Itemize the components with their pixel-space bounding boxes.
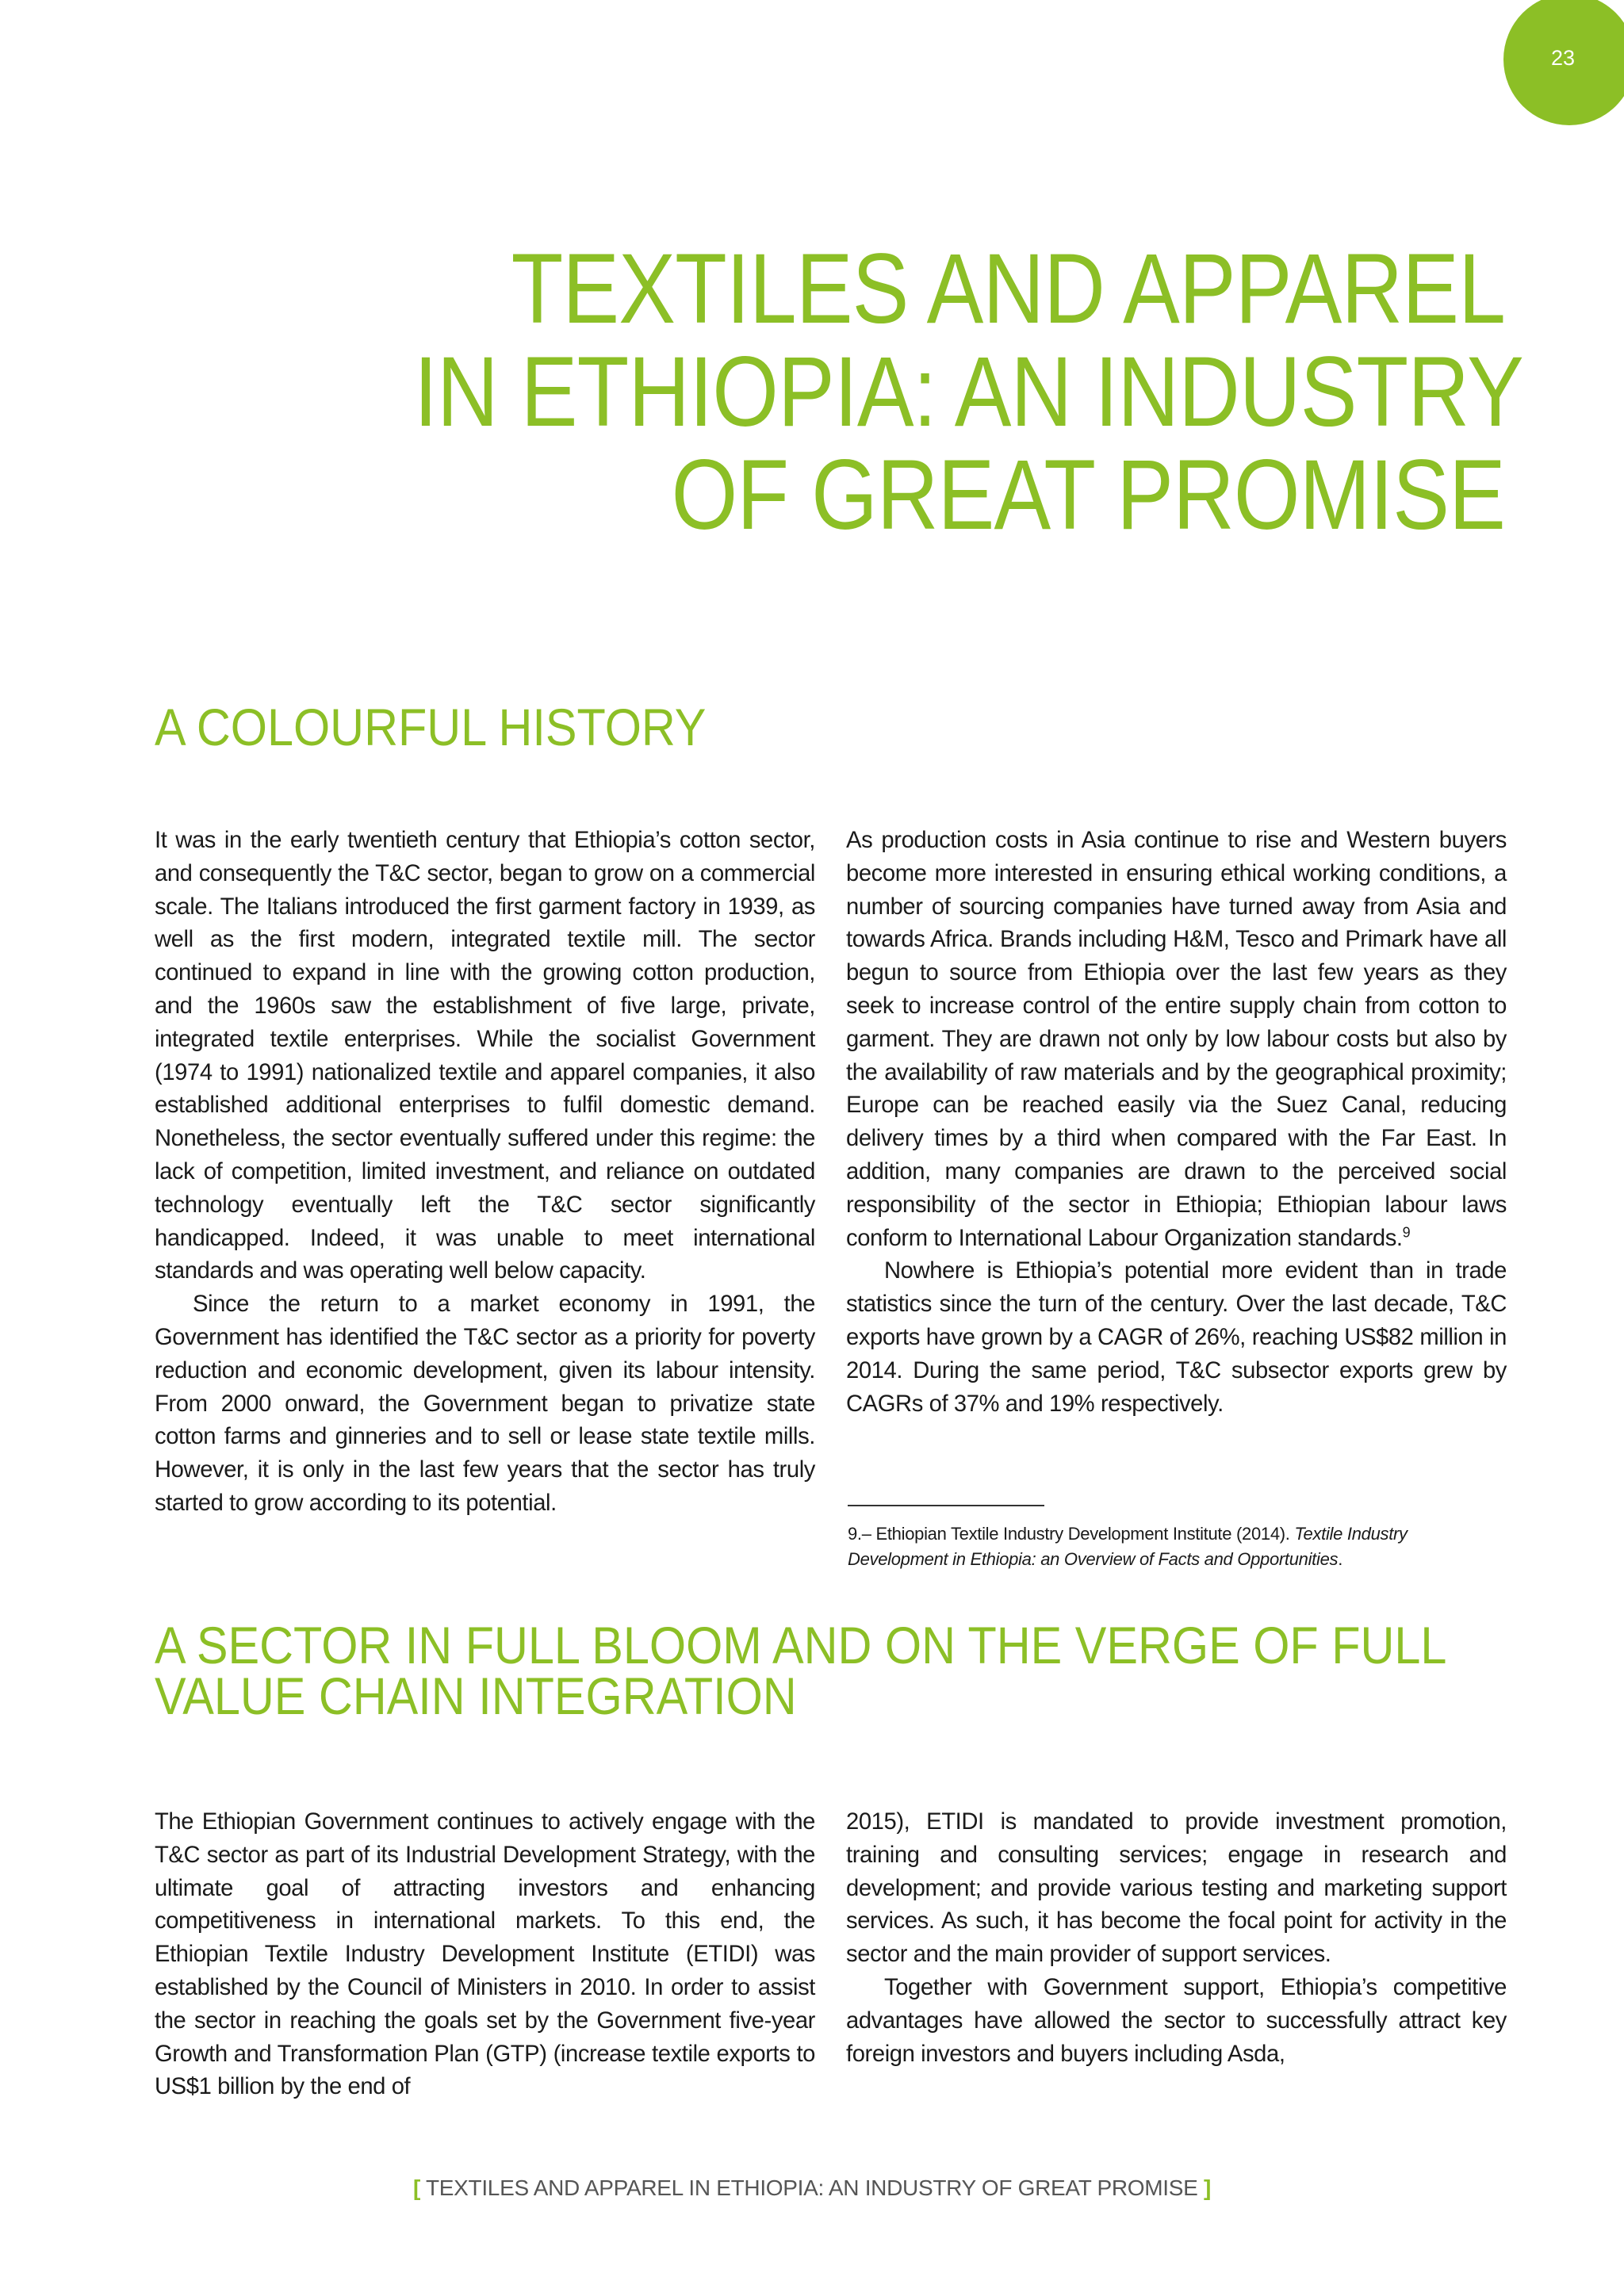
history-column-right bbox=[846, 825, 1507, 1421]
section-heading-line-2: VALUE CHAIN INTEGRATION bbox=[155, 1667, 797, 1725]
section-heading-value-chain bbox=[155, 1616, 1591, 1725]
paragraph: Nowhere is Ethiopia’s potential more evident than in trade statistics since the turn of the century. Over the last decade, T&C exports have grown by a CAGR of 26%, reaching US$82 million in 2014. During the same period, T&C subsector exports grew by CAGRs of 37% and 19% respectively. bbox=[846, 1258, 1507, 1417]
footnote-end: . bbox=[1338, 1549, 1343, 1569]
value-chain-column-left bbox=[155, 1806, 815, 2104]
history-column-left bbox=[155, 825, 815, 1521]
footnote-text: 9.– Ethiopian Textile Industry Development Institute (2014). bbox=[848, 1524, 1295, 1544]
footnote bbox=[848, 1521, 1506, 1572]
paragraph bbox=[846, 825, 1507, 1255]
footer-close-bracket: ] bbox=[1204, 2175, 1212, 2200]
page-title-line-2: IN ETHIOPIA: AN INDUSTRY bbox=[414, 337, 1524, 447]
section-heading-history bbox=[155, 698, 768, 756]
page-title-line-1: TEXTILES AND APPAREL bbox=[511, 234, 1505, 344]
paragraph: The Ethiopian Government continues to actively engage with the T&C sector as part of its Industrial Development Strategy, with the ultimate goal of attracting investors and enhancing competitiveness in international markets. To this end, the Ethiopian Textile Industry Development Institute (ETIDI) was established by the Council of Ministers in 2010. In order to assist the sector in reaching the goals set by the Government five-year Growth and Transformation Plan (GTP) (increase textile exports to US$1 billion by the end of bbox=[155, 1809, 815, 2100]
paragraph: Since the return to a market economy in 1991, the Government has identified the T&C sector as a priority for poverty reduction and economic development, given its labour intensity. From 2000 onward, the Government began to privatize state cotton farms and ginneries and to sell or lease state textile mills. However, it is only in the last few years that the sector has truly started to grow according to its potential. bbox=[155, 1292, 815, 1516]
page-title-line-3: OF GREAT PROMISE bbox=[671, 440, 1505, 550]
footnote-title: Textile Industry Development in Ethiopia: an Overview of Facts and Opportunities bbox=[848, 1524, 1408, 1569]
footnote-divider bbox=[848, 1505, 1044, 1506]
paragraph: It was in the early twentieth century that Ethiopia’s cotton sector, and consequently the T&C sector, began to grow on a commercial scale. The Italians introduced the first garment factory in 1939, as well as the first modern, integrated textile mill. The sector continued to expand in line with the growing cotton production, and the 1960s saw the establishment of five large, private, integrated textile enterprises. While the socialist Government (1974 to 1991) nationalized textile and apparel companies, it also established additional enterprises to fulfil domestic demand. Nonetheless, the sector eventually suffered under this regime: the lack of competition, limited investment, and reliance on outdated technology eventually left the T&C sector significantly handicapped. Indeed, it was unable to meet international standards and was operating well below capacity. bbox=[155, 828, 815, 1284]
paragraph: 2015), ETIDI is mandated to provide investment promotion, training and consulting services; engage in research and development; and provide various testing and marketing support services. As such, it has become the focal point for activity in the sector and the main provider of support services. bbox=[846, 1809, 1507, 1968]
section-heading-history-text: A COLOURFUL HISTORY bbox=[155, 698, 707, 756]
running-footer bbox=[0, 2175, 1624, 2201]
paragraph-text: As production costs in Asia continue to rise and Western buyers become more interested in ensuring ethical working conditions, a number of sourcing companies have turned away from Asia and towards Africa. Brands including H&M, Tesco and Primark have all begun to source from Ethiopia over the last few years as they seek to increase control of the entire supply chain from cotton to garment. They are drawn not only by low labour costs but also by the availability of raw materials and by the geographical proximity; Europe can be reached easily via the Suez Canal, reducing delivery times by a third when compared with the Far East. In addition, many companies are drawn to the perceived social responsibility of the sector in Ethiopia; Ethiopian labour laws conform to International Labour Organization standards. bbox=[846, 828, 1507, 1251]
footer-text: TEXTILES AND APPAREL IN ETHIOPIA: AN INDUSTRY OF GREAT PROMISE bbox=[419, 2175, 1205, 2200]
paragraph: Together with Government support, Ethiopia’s competitive advantages have allowed the sector to successfully attract key foreign investors and buyers including Asda, bbox=[846, 1974, 1507, 2067]
footnote-reference: 9 bbox=[1402, 1223, 1411, 1240]
footer-open-bracket: [ bbox=[412, 2175, 420, 2200]
page-number: 23 bbox=[1551, 46, 1576, 70]
section-heading-line-1: A SECTOR IN FULL BLOOM AND ON THE VERGE OF FULL bbox=[155, 1616, 1447, 1674]
value-chain-column-right bbox=[846, 1806, 1507, 2071]
page-title bbox=[236, 234, 1524, 550]
